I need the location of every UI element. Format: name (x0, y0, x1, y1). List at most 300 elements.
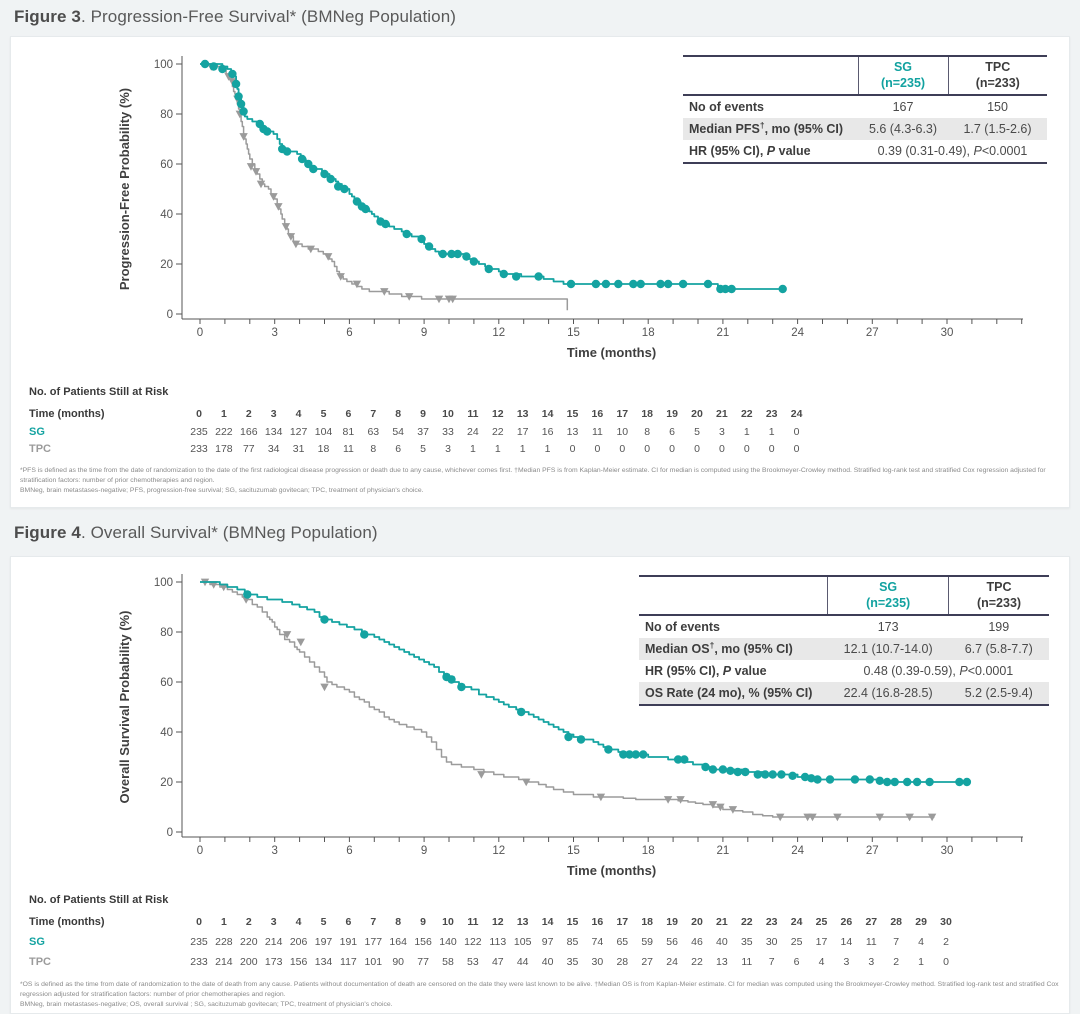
x-tick-label: 12 (492, 327, 506, 339)
figure3-title (14, 7, 456, 27)
risk-value: 122 (464, 936, 482, 948)
pfs-footnote: *PFS is defined as the time from the date of randomization to the date of the first radiological disease progression or death due to any cause, whichever comes first. †Median PFS is from Kaplan-Meier estimate. CI for median is computed using the Brookmeyer-Crowley method. Stratified log-rank test and stratified Cox regression adjusted for stratification factors: number of prior chemotherapies and region. BMNeg, brain metastases-negative; PFS, progression-free survival; SG, sacituzumab govitecan; TPC, treatment of physician's choice. (20, 467, 1046, 495)
figure4-title-rest: . Overall Survival* (BMNeg Population) (80, 523, 378, 542)
y-tick-label: 20 (160, 259, 173, 271)
risk-value: 4 (818, 956, 825, 968)
sg-censor-mark (769, 770, 777, 778)
sg-censor-mark (361, 205, 369, 213)
y-tick-label: 40 (160, 727, 173, 739)
sg-censor-mark (704, 280, 712, 288)
pfs-risk-tpc-row (11, 442, 1069, 458)
risk-value: 24 (467, 426, 479, 438)
risk-value: 166 (240, 426, 258, 438)
risk-value: 0 (743, 443, 750, 455)
risk-value: 134 (264, 426, 283, 438)
sg-censor-mark (903, 778, 911, 786)
risk-value: 28 (616, 956, 629, 968)
risk-value: 11 (342, 443, 354, 455)
risk-value: 5 (694, 426, 700, 438)
risk-value: 19 (666, 408, 678, 420)
risk-value: 0 (569, 443, 576, 455)
risk-value: 178 (215, 443, 233, 455)
sg-censor-mark (727, 285, 735, 293)
sg-censor-mark (218, 65, 226, 73)
sg-censor-mark (447, 675, 455, 683)
risk-value: 164 (389, 936, 407, 948)
risk-value: 156 (289, 956, 308, 968)
sg-censor-mark (283, 147, 291, 155)
risk-value: 15 (566, 408, 579, 420)
risk-value: 24 (790, 916, 803, 928)
risk-value: 9 (420, 916, 427, 928)
sg-censor-mark (883, 778, 891, 786)
risk-value: 35 (740, 936, 753, 948)
risk-value: 0 (644, 443, 651, 455)
risk-value: 22 (740, 408, 753, 420)
figure3-panel (10, 36, 1070, 508)
sg-censor-mark (462, 252, 470, 260)
risk-value: 0 (793, 443, 800, 455)
y-tick-label: 0 (166, 309, 173, 321)
tpc-censor-mark (477, 771, 485, 779)
y-tick-label: 80 (160, 627, 173, 639)
risk-value: 28 (890, 916, 903, 928)
y-tick-label: 20 (160, 777, 173, 789)
x-tick-label: 21 (716, 845, 730, 857)
sg-censor-mark (381, 220, 389, 228)
risk-value: 58 (442, 956, 454, 968)
y-tick-label: 0 (166, 827, 173, 839)
risk-value: 173 (264, 956, 283, 968)
risk-value: 3 (718, 426, 725, 438)
figure4-panel (10, 556, 1070, 1014)
risk-value: 1 (494, 443, 501, 455)
risk-value: 12 (491, 916, 504, 928)
x-axis-title: Time (months) (566, 863, 657, 878)
risk-tpc-label: TPC (29, 956, 51, 968)
risk-value: 10 (616, 426, 629, 438)
sg-censor-mark (470, 257, 478, 265)
sg-censor-mark (826, 775, 834, 783)
risk-value: 0 (768, 443, 775, 455)
risk-value: 214 (215, 956, 233, 968)
sg-censor-mark (239, 107, 247, 115)
x-tick-label: 9 (420, 327, 428, 339)
risk-value: 220 (240, 936, 258, 948)
sg-censor-mark (234, 92, 242, 100)
risk-value: 16 (541, 426, 554, 438)
risk-value: 2 (245, 408, 252, 420)
risk-value: 40 (541, 956, 554, 968)
sg-censor-mark (779, 285, 787, 293)
risk-value: 77 (242, 443, 255, 455)
risk-value: 9 (420, 408, 427, 420)
sg-censor-mark (701, 763, 709, 771)
risk-value: 34 (267, 443, 280, 455)
risk-value: 31 (292, 443, 305, 455)
sg-censor-mark (726, 767, 734, 775)
x-tick-label: 0 (196, 845, 204, 857)
sg-censor-mark (457, 683, 465, 691)
sg-censor-mark (592, 280, 600, 288)
sg-censor-mark (866, 775, 874, 783)
risk-value: 10 (442, 408, 454, 420)
risk-time-label: Time (months) (29, 916, 105, 928)
risk-value: 46 (691, 936, 703, 948)
risk-value: 12 (491, 408, 504, 420)
pfs-risk-header: No. of Patients Still at Risk (29, 386, 169, 398)
sg-censor-mark (777, 770, 785, 778)
pfs-risk-time-row (11, 407, 1069, 423)
x-tick-label: 15 (567, 327, 580, 339)
y-tick-label: 100 (153, 577, 173, 589)
sg-censor-mark (637, 280, 645, 288)
risk-value: 5 (320, 916, 327, 928)
risk-value: 25 (790, 936, 803, 948)
sg-censor-mark (360, 630, 368, 638)
risk-value: 0 (196, 916, 202, 928)
risk-value: 0 (669, 443, 676, 455)
x-tick-label: 3 (271, 327, 278, 339)
sg-censor-mark (813, 775, 821, 783)
x-tick-label: 24 (791, 327, 804, 339)
sg-censor-mark (228, 70, 236, 78)
risk-value: 8 (644, 426, 651, 438)
x-tick-label: 6 (346, 327, 353, 339)
risk-value: 235 (190, 936, 208, 948)
risk-value: 97 (541, 936, 554, 948)
sg-censor-mark (734, 768, 742, 776)
risk-value: 27 (865, 916, 878, 928)
risk-value: 59 (641, 936, 654, 948)
x-tick-label: 30 (940, 327, 954, 339)
risk-value: 4 (918, 936, 925, 948)
risk-value: 47 (491, 956, 504, 968)
risk-value: 5 (420, 443, 427, 455)
sg-censor-mark (955, 778, 963, 786)
risk-value: 156 (414, 936, 432, 948)
sg-censor-mark (567, 280, 575, 288)
risk-value: 40 (716, 936, 728, 948)
risk-value: 206 (289, 936, 308, 948)
figure3-title-rest: . Progression-Free Survival* (BMNeg Population) (80, 7, 457, 26)
risk-value: 0 (594, 443, 601, 455)
stats-row-osrate: OS Rate (24 mo), % (95% CI) 22.4 (16.8-28.5) 5.2 (2.5-9.4) (639, 682, 1049, 705)
y-tick-label: 40 (160, 209, 173, 221)
os-risk-header: No. of Patients Still at Risk (29, 894, 169, 906)
risk-value: 35 (566, 956, 579, 968)
risk-value: 200 (240, 956, 258, 968)
risk-value: 20 (691, 408, 703, 420)
sg-censor-mark (512, 272, 520, 280)
pfs-risk-sg-row (11, 425, 1069, 441)
risk-value: 2 (245, 916, 252, 928)
sg-censor-mark (309, 165, 317, 173)
risk-value: 0 (694, 443, 700, 455)
risk-value: 0 (718, 443, 725, 455)
risk-value: 19 (666, 916, 678, 928)
figure4-title-bold: Figure 4 (14, 523, 81, 542)
risk-value: 17 (516, 426, 529, 438)
sg-censor-mark (439, 250, 447, 258)
risk-value: 22 (491, 426, 504, 438)
stats-tpc-header: TPC (n=233) (949, 576, 1049, 615)
risk-value: 63 (367, 426, 380, 438)
sg-censor-mark (656, 280, 664, 288)
y-tick-label: 60 (160, 159, 173, 171)
sg-censor-mark (891, 778, 899, 786)
risk-value: 3 (270, 916, 277, 928)
risk-value: 30 (940, 916, 952, 928)
risk-value: 24 (790, 408, 803, 420)
risk-value: 22 (691, 956, 703, 968)
stats-tpc-header: TPC (n=233) (948, 56, 1047, 95)
sg-censor-mark (664, 280, 672, 288)
risk-value: 117 (340, 956, 357, 968)
risk-value: 6 (345, 916, 352, 928)
risk-sg-label: SG (29, 936, 45, 948)
sg-censor-mark (577, 735, 585, 743)
y-axis-title: Progression-Free Probability (%) (117, 87, 132, 291)
risk-value: 3 (868, 956, 875, 968)
risk-value: 0 (943, 956, 949, 968)
stats-row-hr: HR (95% CI), P value 0.39 (0.31-0.49), P<0.0001 (689, 144, 1028, 159)
sg-censor-mark (564, 733, 572, 741)
risk-value: 24 (666, 956, 678, 968)
risk-value: 233 (190, 443, 208, 455)
sg-censor-mark (417, 235, 425, 243)
sg-censor-mark (632, 750, 640, 758)
risk-value: 7 (370, 408, 377, 420)
stats-row-events: No of events 173 199 (645, 620, 1010, 635)
risk-sg-label: SG (29, 426, 45, 438)
risk-value: 7 (370, 916, 377, 928)
sg-censor-mark (232, 80, 240, 88)
risk-value: 22 (740, 916, 753, 928)
risk-value: 23 (765, 916, 778, 928)
sg-censor-mark (602, 280, 610, 288)
risk-value: 1 (220, 916, 227, 928)
risk-value: 1 (743, 426, 750, 438)
risk-value: 16 (591, 916, 604, 928)
risk-value: 11 (741, 956, 753, 968)
tpc-censor-mark (320, 684, 328, 692)
sg-censor-mark (876, 777, 884, 785)
risk-value: 222 (215, 426, 233, 438)
risk-value: 11 (865, 936, 877, 948)
sg-censor-mark (754, 770, 762, 778)
stats-empty-header (639, 576, 828, 615)
os-risk-time-row (11, 915, 1069, 931)
x-tick-label: 3 (271, 845, 278, 857)
x-tick-label: 21 (716, 327, 730, 339)
x-tick-label: 0 (196, 327, 204, 339)
risk-value: 13 (566, 426, 579, 438)
risk-value: 6 (345, 408, 352, 420)
risk-value: 65 (616, 936, 629, 948)
x-tick-label: 27 (865, 845, 879, 857)
sg-censor-mark (680, 755, 688, 763)
risk-value: 1 (544, 443, 551, 455)
risk-value: 134 (314, 956, 333, 968)
risk-value: 233 (190, 956, 208, 968)
sg-censor-mark (788, 772, 796, 780)
y-tick-label: 60 (160, 677, 173, 689)
figure3-title-bold: Figure 3 (14, 7, 81, 26)
risk-tpc-label: TPC (29, 443, 51, 455)
x-tick-label: 15 (567, 845, 580, 857)
sg-censor-mark (485, 265, 493, 273)
risk-value: 191 (339, 936, 358, 948)
risk-value: 1 (519, 443, 526, 455)
risk-value: 18 (641, 408, 654, 420)
risk-time-label: Time (months) (29, 408, 105, 420)
risk-value: 14 (541, 408, 554, 420)
risk-value: 6 (669, 426, 676, 438)
risk-value: 23 (765, 408, 778, 420)
sg-censor-mark (237, 100, 245, 108)
risk-value: 105 (513, 936, 532, 948)
risk-value: 56 (666, 936, 678, 948)
x-tick-label: 18 (641, 327, 655, 339)
x-tick-label: 9 (420, 845, 428, 857)
risk-value: 90 (392, 956, 405, 968)
figure4-title (14, 523, 378, 543)
stats-row-median: Median PFS†, mo (95% CI) 5.6 (4.3-6.3) 1.7 (1.5-2.6) (683, 118, 1047, 140)
x-tick-label: 30 (940, 845, 954, 857)
x-tick-label: 6 (346, 845, 353, 857)
sg-censor-mark (761, 770, 769, 778)
risk-value: 85 (566, 936, 579, 948)
sg-censor-mark (320, 615, 328, 623)
risk-value: 15 (566, 916, 579, 928)
risk-value: 228 (215, 936, 233, 948)
x-tick-label: 24 (791, 845, 804, 857)
os-risk-sg-row (11, 935, 1069, 951)
sg-censor-mark (263, 127, 271, 135)
sg-censor-mark (741, 768, 749, 776)
risk-value: 197 (314, 936, 333, 948)
sg-censor-mark (403, 230, 411, 238)
risk-value: 30 (765, 936, 778, 948)
pfs-stats-table (683, 55, 1047, 164)
risk-value: 6 (793, 956, 800, 968)
sg-censor-mark (639, 750, 647, 758)
risk-value: 16 (591, 408, 604, 420)
risk-value: 30 (591, 956, 604, 968)
sg-censor-mark (210, 62, 218, 70)
os-footnote: *OS is defined as the time from date of randomization to the date of death from any cause. Patients without documentation of death are censored on the date they were last known to be alive. †Median OS is from Kaplan-Meier estimate. CI for median was computed using the Brookmeyer-Crowley method. Stratified log-rank test and stratified Cox regression adjusted for stratification factors: number of prior chemotherapies and region. BMNeg, brain metastases-negative; OS, overall survival ; SG, sacituzumab govitecan; TPC, treatment of physician's choice. (20, 981, 1059, 1009)
sg-censor-mark (963, 778, 971, 786)
risk-value: 1 (918, 956, 925, 968)
risk-value: 7 (893, 936, 900, 948)
stats-sg-header: SG (n=235) (858, 56, 948, 95)
y-axis-title: Overall Survival Probability (%) (117, 610, 132, 804)
risk-value: 37 (417, 426, 429, 438)
sg-censor-mark (454, 250, 462, 258)
risk-value: 4 (295, 408, 302, 420)
y-tick-label: 100 (153, 59, 173, 71)
risk-value: 3 (843, 956, 850, 968)
sg-censor-mark (327, 175, 335, 183)
stats-row-events: No of events 167 150 (689, 100, 1008, 115)
sg-censor-mark (517, 708, 525, 716)
risk-value: 14 (840, 936, 853, 948)
risk-value: 5 (320, 408, 327, 420)
stats-row-hr: HR (95% CI), P value 0.48 (0.39-0.59), P<0.0001 (645, 664, 1014, 679)
risk-value: 17 (616, 916, 629, 928)
y-tick-label: 80 (160, 109, 173, 121)
risk-value: 127 (289, 426, 308, 438)
sg-censor-mark (851, 775, 859, 783)
sg-censor-mark (534, 272, 542, 280)
sg-censor-mark (925, 778, 933, 786)
risk-value: 11 (467, 916, 479, 928)
risk-value: 1 (768, 426, 775, 438)
risk-value: 7 (768, 956, 775, 968)
risk-value: 26 (840, 916, 853, 928)
tpc-censor-mark (297, 639, 305, 647)
risk-value: 6 (395, 443, 402, 455)
risk-value: 235 (190, 426, 208, 438)
risk-value: 11 (591, 426, 603, 438)
risk-value: 18 (317, 443, 330, 455)
risk-value: 1 (469, 443, 476, 455)
x-tick-label: 18 (641, 845, 655, 857)
risk-value: 104 (314, 426, 333, 438)
sg-censor-mark (425, 242, 433, 250)
risk-value: 2 (943, 936, 949, 948)
sg-censor-mark (500, 270, 508, 278)
risk-value: 0 (196, 408, 202, 420)
risk-value: 10 (442, 916, 454, 928)
risk-value: 20 (691, 916, 703, 928)
sg-censor-mark (679, 280, 687, 288)
sg-censor-mark (243, 590, 251, 598)
risk-value: 3 (445, 443, 451, 455)
x-tick-label: 12 (492, 845, 506, 857)
risk-value: 8 (395, 916, 402, 928)
risk-value: 14 (541, 916, 554, 928)
risk-value: 1 (220, 408, 227, 420)
risk-value: 4 (295, 916, 302, 928)
risk-value: 13 (716, 956, 728, 968)
stats-empty-header (683, 56, 858, 95)
risk-value: 11 (467, 408, 479, 420)
risk-value: 27 (641, 956, 654, 968)
risk-value: 140 (439, 936, 457, 948)
risk-value: 54 (392, 426, 405, 438)
x-tick-label: 27 (865, 327, 879, 339)
risk-value: 3 (270, 408, 277, 420)
os-risk-tpc-row (11, 955, 1069, 971)
sg-censor-mark (201, 60, 209, 68)
sg-censor-mark (629, 280, 637, 288)
risk-value: 17 (616, 408, 629, 420)
risk-value: 13 (516, 408, 529, 420)
risk-value: 177 (364, 936, 383, 948)
risk-value: 8 (395, 408, 402, 420)
sg-censor-mark (614, 280, 622, 288)
risk-value: 101 (364, 956, 383, 968)
sg-censor-mark (709, 765, 717, 773)
sg-censor-mark (913, 778, 921, 786)
risk-value: 81 (342, 426, 355, 438)
risk-value: 53 (467, 956, 479, 968)
risk-value: 44 (516, 956, 529, 968)
os-stats-table (639, 575, 1049, 706)
stats-row-median: Median OS†, mo (95% CI) 12.1 (10.7-14.0) 6.7 (5.8-7.7) (639, 638, 1049, 660)
